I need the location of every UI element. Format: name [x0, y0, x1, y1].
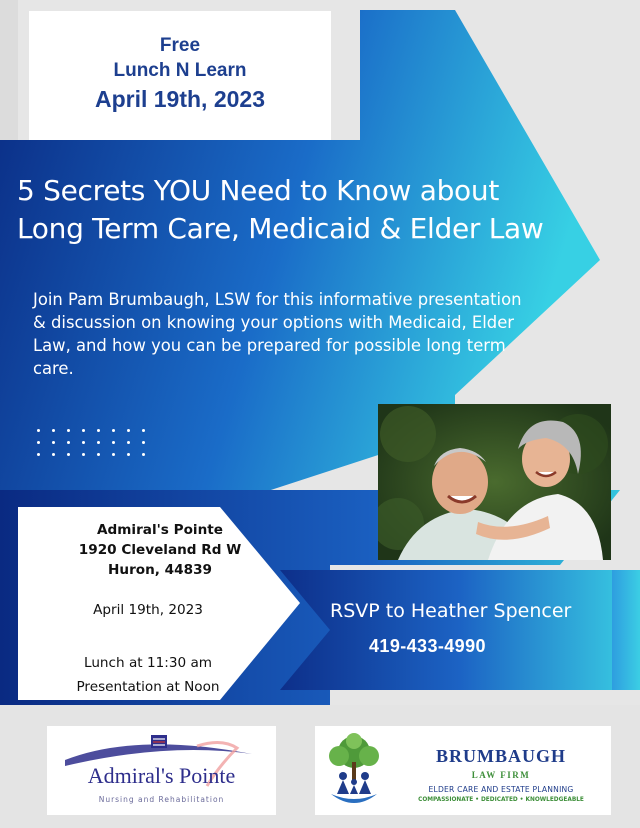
event-date-label: April 19th, 2023 — [94, 86, 266, 112]
dot — [52, 429, 55, 432]
dot — [112, 453, 115, 456]
headline-line-1: 5 Secrets YOU Need to Know about — [17, 174, 500, 207]
intro-paragraph: Join Pam Brumbaugh, LSW for this informative presentation & discussion on knowing your options with Medicaid, Elder Law, and how you can be prepared for possible long term care. — [33, 290, 522, 378]
dot — [97, 441, 100, 444]
venue-address — [40, 520, 280, 580]
rsvp-strip-shape — [280, 570, 640, 690]
dot — [67, 453, 70, 456]
free-label: Free — [159, 35, 201, 56]
headline — [17, 172, 627, 248]
lunch-time: Lunch at 11:30 am — [83, 655, 213, 671]
decorative-dots — [37, 429, 155, 459]
event-header-card — [29, 11, 331, 140]
presentation-time: Presentation at Noon — [76, 679, 220, 695]
couple-photo — [378, 404, 611, 560]
brumbaugh-values: COMPASSIONATE • DEDICATED • KNOWLEDGEABLE — [418, 797, 584, 803]
dot — [127, 429, 130, 432]
dot — [97, 453, 100, 456]
dot — [37, 429, 40, 432]
brumbaugh-tagline: ELDER CARE AND ESTATE PLANNING — [428, 785, 574, 794]
venue-city: Huron, 44839 — [108, 562, 212, 578]
admirals-logo-title: Admiral's Pointe — [87, 763, 236, 788]
brumbaugh-name: BRUMBAUGH — [436, 746, 566, 766]
dot — [142, 453, 145, 456]
venue-name: Admiral's Pointe — [97, 522, 223, 538]
dot — [67, 441, 70, 444]
brumbaugh-firm: LAW FIRM — [471, 770, 531, 780]
family-tree-icon — [321, 732, 387, 810]
brumbaugh-law-logo — [315, 726, 611, 815]
dot — [82, 429, 85, 432]
dot — [37, 441, 40, 444]
admirals-logo-subtitle: Nursing and Rehabilitation — [98, 795, 225, 804]
dot — [142, 429, 145, 432]
dot — [127, 441, 130, 444]
event-type-label: Lunch N Learn — [113, 60, 247, 81]
dot — [112, 441, 115, 444]
dot — [127, 453, 130, 456]
dot — [37, 453, 40, 456]
rsvp-phone[interactable]: 419-433-4990 — [369, 636, 486, 656]
dot — [52, 453, 55, 456]
dot — [97, 429, 100, 432]
dot — [67, 429, 70, 432]
dot — [82, 453, 85, 456]
rsvp-text: RSVP to Heather Spencer — [330, 600, 572, 622]
dot — [142, 441, 145, 444]
headline-line-2: Long Term Care, Medicaid & Elder Law — [17, 212, 544, 245]
event-date: April 19th, 2023 — [93, 602, 203, 618]
venue-street: 1920 Cleveland Rd W — [78, 542, 242, 558]
dot — [82, 441, 85, 444]
dot — [52, 441, 55, 444]
admirals-pointe-logo — [47, 726, 276, 815]
dot — [112, 429, 115, 432]
